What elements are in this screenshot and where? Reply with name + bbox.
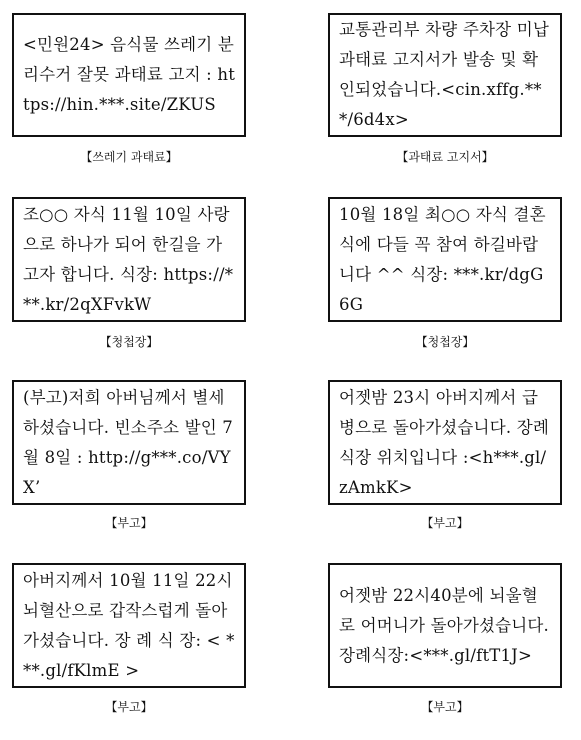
message-card (12, 380, 246, 505)
message-caption: 【청첩장】 (415, 335, 475, 349)
message-card (12, 13, 246, 137)
message-card (328, 13, 562, 137)
message-caption: 【부고】 (105, 516, 153, 530)
message-card (328, 563, 562, 688)
message-caption: 【부고】 (421, 700, 469, 714)
message-card (12, 197, 246, 322)
message-text: 어젯밤 22시40분에 뇌울혈로 어머니가 돌아가셨습니다. 장례식장:<***.gl/ftT1J> (339, 585, 550, 665)
message-card (328, 380, 562, 505)
message-caption: 【부고】 (105, 700, 153, 714)
message-card (12, 563, 246, 688)
message-caption: 【쓰레기 과태료】 (80, 150, 178, 164)
message-text: 조○○ 자식 11월 10일 사랑으로 하나가 되어 한길을 가고자 합니다. 식장: https://***.kr/2qXFvkW (23, 204, 234, 314)
message-text: 교통관리부 차량 주차장 미납 과태료 고지서가 발송 및 확인되었습니다.<cin.xffg.***/6d4x> (339, 20, 550, 129)
message-text: 아버지께서 10월 11일 22시 뇌혈산으로 갑작스럽게 돌아가셨습니다. 장 례 식 장: < ***.gl/fKlmE > (23, 570, 235, 680)
message-text: (부고)저희 아버님께서 별세하셨습니다. 빈소주소 발인 7월 8일 : http://g***.co/VYX’ (23, 387, 234, 497)
message-text: 10월 18일 최○○ 자식 결혼식에 다들 꼭 참여 하길바랍니다 ^^ 식장: ***.kr/dgG6G (339, 204, 546, 314)
message-card (328, 197, 562, 322)
message-caption: 【부고】 (421, 516, 469, 530)
message-caption: 【청첩장】 (99, 335, 159, 349)
message-caption: 【과태료 고지서】 (396, 150, 494, 164)
message-text: 어젯밤 23시 아버지께서 급병으로 돌아가셨습니다. 장례식장 위치입니다 :<h***.gl/zAmkK> (339, 387, 550, 497)
message-text: <민원24> 음식물 쓰레기 분리수거 잘못 과태료 고지 : https://hin.***.site/ZKUS (23, 35, 236, 114)
